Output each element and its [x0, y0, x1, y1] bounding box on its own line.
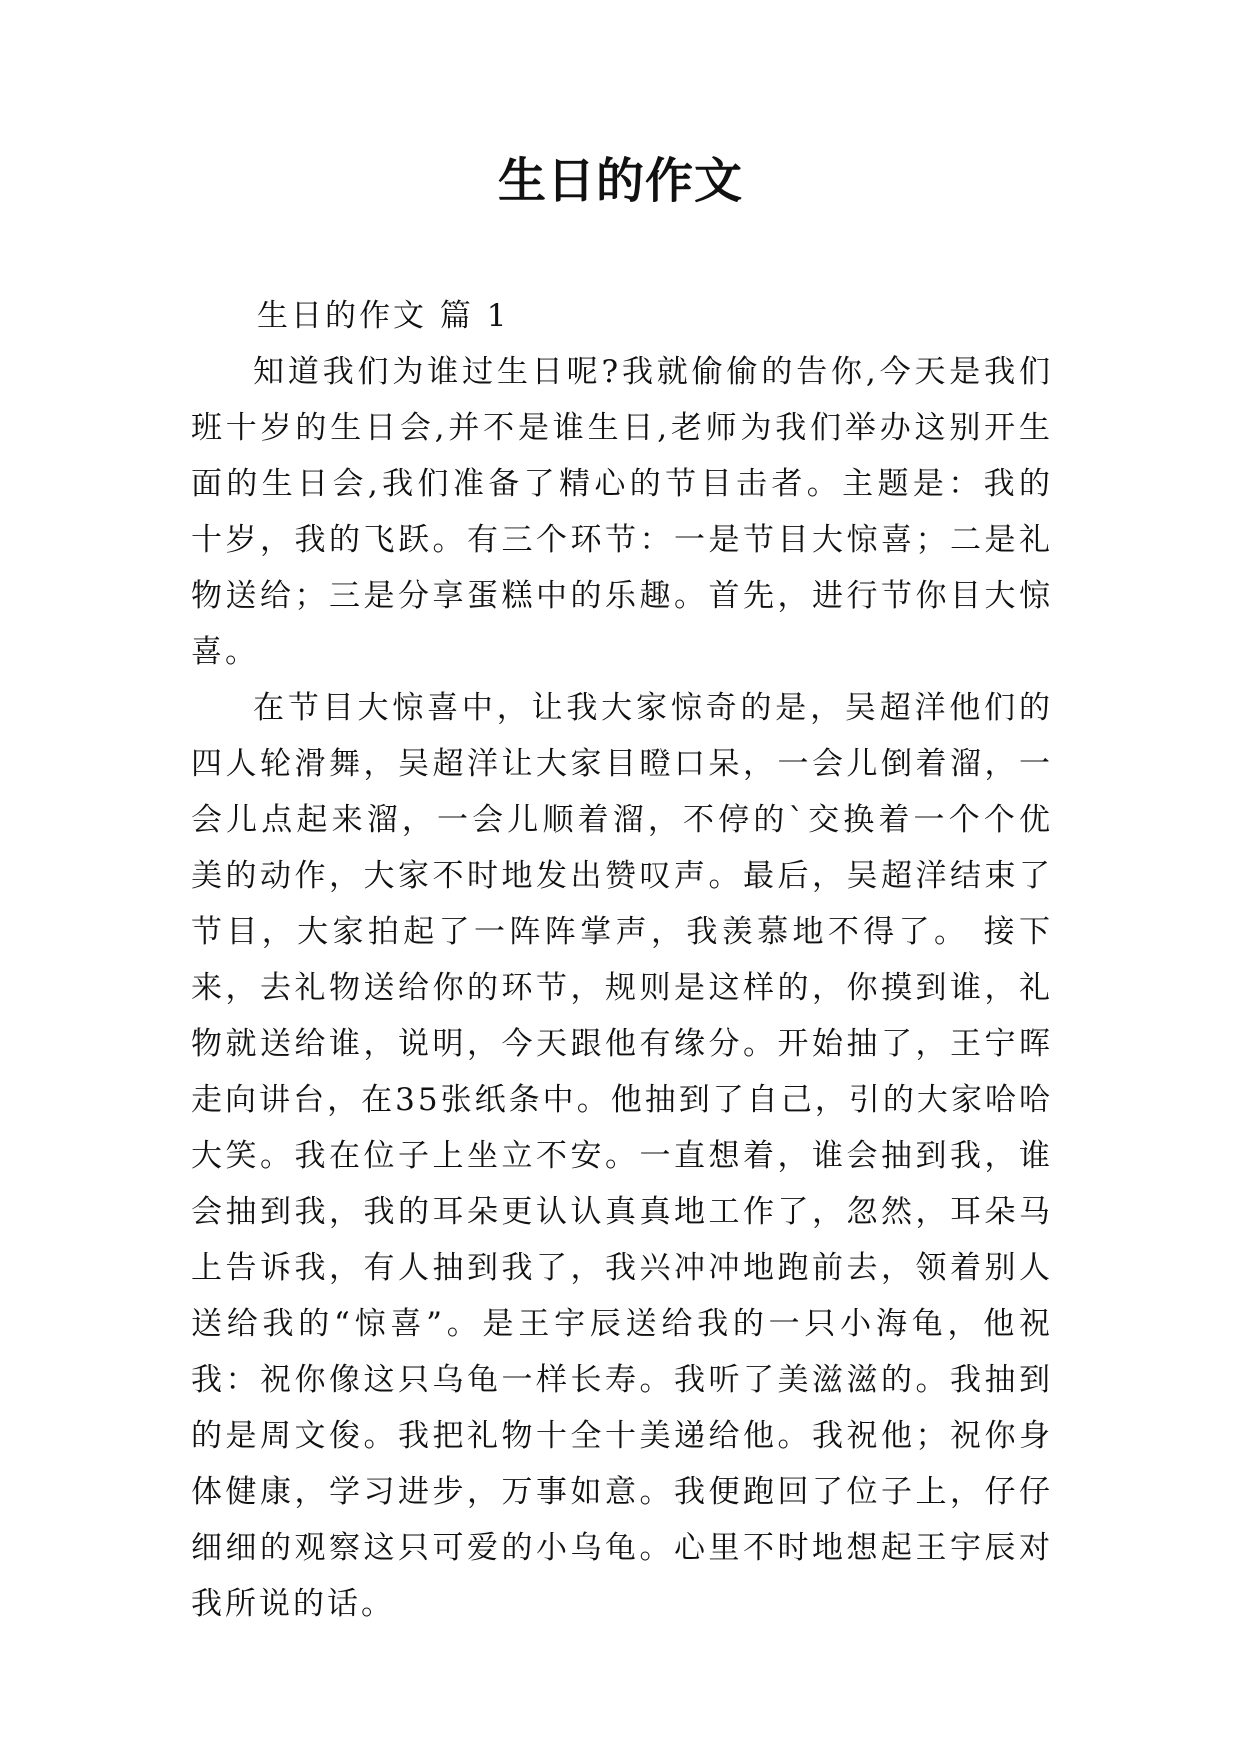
- document-body: [191, 288, 1053, 1632]
- paragraph-2: 在节目大惊喜中，让我大家惊奇的是，吴超洋他们的四人轮滑舞，吴超洋让大家目瞪口呆，一会儿倒着溜，一会儿点起来溜，一会儿顺着溜，不停的`交换着一个个优美的动作，大家不时地发出赞叹声。最后，吴超洋结束了节目，大家拍起了一阵阵掌声，我羡慕地不得了。 接下来，去礼物送给你的环节，规则是这样的，你摸到谁，礼物就送给谁，说明，今天跟他有缘分。开始抽了，王宁晖走向讲台，在35张纸条中。他抽到了自己，引的大家哈哈大笑。我在位子上坐立不安。一直想着，谁会抽到我，谁会抽到我，我的耳朵更认认真真地工作了，忽然，耳朵马上告诉我，有人抽到我了，我兴冲冲地跑前去，领着别人送给我的“惊喜”。是王宇辰送给我的一只小海龟，他祝我：祝你像这只乌龟一样长寿。我听了美滋滋的。我抽到的是周文俊。我把礼物十全十美递给他。我祝他；祝你身体健康，学习进步，万事如意。我便跑回了位子上，仔仔细细的观察这只可爱的小乌龟。心里不时地想起王宇辰对我所说的话。: [191, 690, 1053, 1622]
- section-heading: 生日的作文 篇 1: [257, 298, 510, 334]
- paragraph-1: 知道我们为谁过生日呢?我就偷偷的告你,今天是我们班十岁的生日会,并不是谁生日,老师为我们举办这别开生面的生日会,我们准备了精心的节目击者。主题是：我的十岁，我的飞跃。有三个环节：一是节目大惊喜；二是礼物送给；三是分享蛋糕中的乐趣。首先，进行节你目大惊喜。: [191, 354, 1053, 670]
- document-title: 生日的作文: [497, 153, 743, 209]
